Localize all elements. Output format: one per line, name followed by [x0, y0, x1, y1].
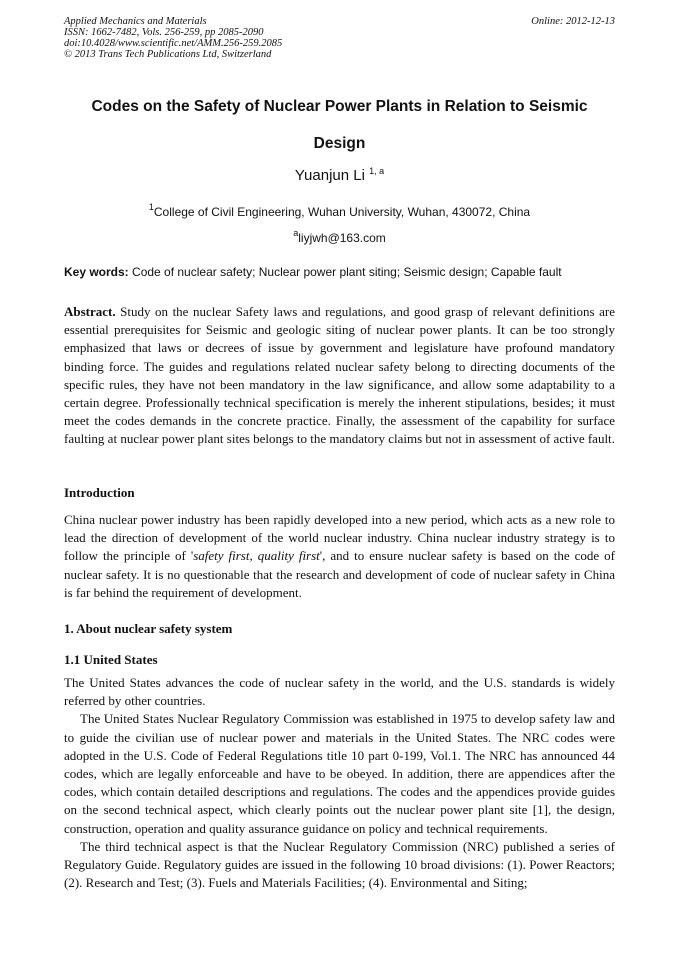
author-name: Yuanjun Li — [294, 167, 370, 184]
author-sup: 1, a — [369, 166, 385, 176]
section-1-heading: 1. About nuclear safety system — [64, 621, 233, 636]
doi-line: doi:10.4028/www.scientific.net/AMM.256-259.2085 — [64, 38, 283, 49]
abstract — [64, 303, 615, 449]
abstract-label: Abstract. — [64, 304, 116, 319]
author-line — [64, 166, 615, 184]
title-line-1: Codes on the Safety of Nuclear Power Plants in Relation to Seismic — [91, 98, 588, 115]
copyright-line: © 2013 Trans Tech Publications Ltd, Switzerland — [64, 49, 272, 60]
intro-text-before: China nuclear power industry has been rapidly developed into a new period, which acts as a new role to lead the direction of development of the world nuclear industry. China nuclear industry strategy is to follow the principle of ' — [64, 512, 615, 564]
keywords — [64, 265, 615, 279]
issn-line: ISSN: 1662-7482, Vols. 256-259, pp 2085-2090 — [64, 27, 264, 38]
paragraph: The third technical aspect is that the Nuclear Regulatory Commission (NRC) published a series of Regulatory Guide. Regulatory guides are issued in the following 10 broad divisions: (1). Power Reactors; (2). Research and Test; (3). Fuels and Materials Facilities; (4). Environmental and Siting; — [64, 838, 615, 891]
introduction-heading: Introduction — [64, 485, 135, 500]
email-text: liyjwh@163.com — [298, 231, 386, 245]
title-line-2: Design — [313, 135, 366, 152]
paragraph: The United States advances the code of nuclear safety in the world, and the U.S. standards is widely referred by other countries. — [64, 675, 615, 709]
email — [64, 228, 615, 245]
section-1-1-heading: 1.1 United States — [64, 652, 158, 667]
paper-title — [64, 88, 615, 162]
affiliation-text: College of Civil Engineering, Wuhan University, Wuhan, 430072, China — [153, 205, 531, 219]
abstract-text: Study on the nuclear Safety laws and regulations, and good grasp of relevant definitions are essential prerequisites for Seismic and geologic siting of nuclear power plants. It can be too strongly emphasized that laws or decrees of issue by government and legislature have profound mandatory binding force. The guides and regulations related nuclear safety belong to directing documents of the specific rules, they have not been mandatory in the law significance, and allow some adaptability to a certain degree. Professionally technical specification is merely the inherent stipulations, besides; it must meet the codes demands in the concrete practice. Finally, the assessment of the capability for surface faulting at nuclear power plant sites belongs to the mandatory claims but not in assessment of active fault. — [64, 304, 615, 447]
paragraph: The United States Nuclear Regulatory Commission was established in 1975 to develop safety law and to guide the civilian use of nuclear power and materials in the United States. The NRC codes were adopted in the U.S. Code of Federal Regulations title 10 part 0-199, Vol.1. The NRC has announced 44 codes, which are legally enforceable and have to be obeyed. In addition, there are appendices after the codes, which contain detailed descriptions and regulations. The codes and the appendices provide guides on the second technical aspect, which clearly points out the nuclear power plant site [1], the design, construction, operation and quality assurance guidance on policy and technical requirements. — [64, 711, 615, 836]
journal-header — [64, 16, 615, 60]
intro-text-italic: safety first, quality first — [193, 548, 320, 564]
intro-text-after: ', and to ensure nuclear safety is based on the code of nuclear safety. It is no questionable that the research and development of code of nuclear safety in China is far behind the requirement of development. — [64, 548, 616, 600]
journal-name: Applied Mechanics and Materials — [64, 16, 207, 27]
affiliation — [64, 202, 615, 219]
online-date: Online: 2012-12-13 — [531, 16, 615, 27]
introduction-paragraph — [64, 511, 615, 602]
section-1-1-body — [64, 674, 615, 892]
affiliation-sup: 1 — [148, 202, 154, 212]
email-sup: a — [293, 228, 299, 238]
keywords-text: Code of nuclear safety; Nuclear power plant siting; Seismic design; Capable fault — [128, 265, 562, 279]
keywords-label: Key words: — [64, 265, 129, 279]
